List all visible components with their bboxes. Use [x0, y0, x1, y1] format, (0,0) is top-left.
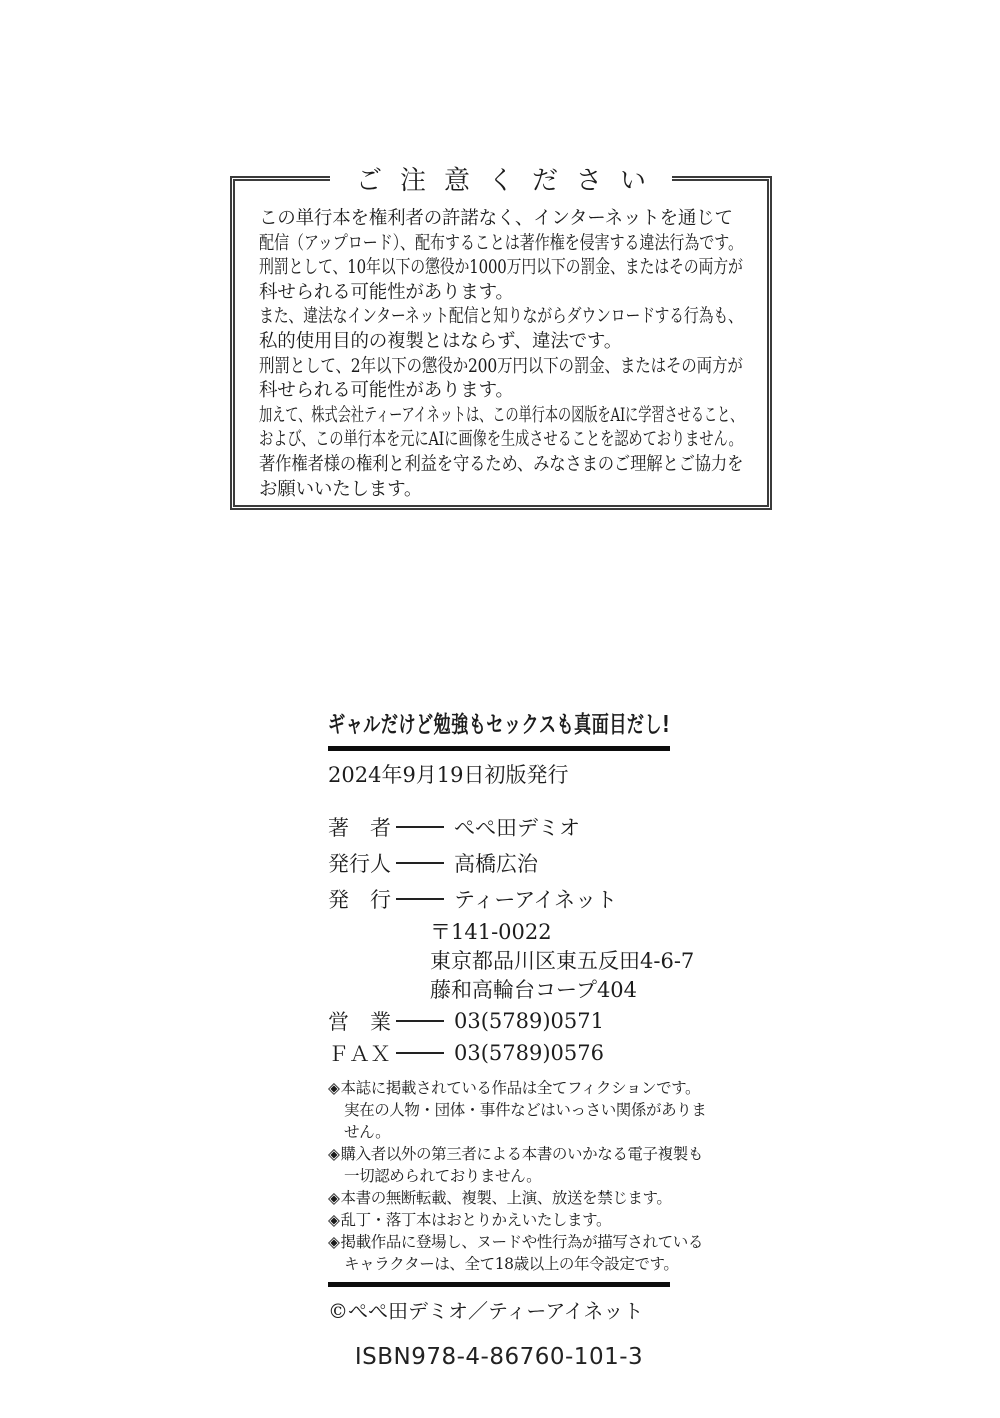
- notice-body: [235, 181, 767, 502]
- notice-line: また、違法なインターネット配信と知りながらダウンロードする行為も、: [259, 306, 743, 328]
- contact-row-sales: [328, 1005, 670, 1037]
- contacts-list: [328, 1005, 670, 1069]
- credit-value: 高橋広治: [454, 852, 538, 876]
- dash-line: [396, 1020, 444, 1022]
- note-text: 掲載作品に登場し、ヌードや性行為が描写されているキャラクターは、全て18歳以上の年令設定です。: [340, 1233, 703, 1273]
- contact-label: 営 業: [328, 1010, 391, 1034]
- notice-line: 刑罰として、10年以下の懲役か1000万円以下の罰金、またはその両方が: [259, 257, 743, 279]
- credit-row-publisher-person: [328, 845, 670, 881]
- credits-list: [328, 809, 670, 917]
- notice-line: 刑罰として、2年以下の懲役か200万円以下の罰金、またはその両方が: [259, 355, 743, 377]
- copyright-notice-box: [230, 166, 772, 510]
- credit-value: ぺぺ田デミオ: [454, 816, 580, 840]
- address-line: 東京都品川区東五反田4-6-7: [430, 949, 695, 973]
- colophon-block: [328, 706, 707, 1370]
- note-text: 購入者以外の第三者による本書のいかなる電子複製も一切認められておりません。: [340, 1145, 703, 1185]
- contact-value: 03(5789)0576: [454, 1041, 604, 1065]
- postal-code: 〒141-0022: [430, 920, 552, 944]
- legal-note: [328, 1231, 710, 1275]
- legal-notes: [328, 1077, 710, 1275]
- credit-value: ティーアイネット: [454, 888, 618, 912]
- contact-value: 03(5789)0571: [454, 1009, 604, 1033]
- copyright-line: ©ぺぺ田デミオ／ティーアイネット: [328, 1299, 644, 1323]
- publisher-address: [430, 918, 695, 1005]
- book-title: ギャルだけど勉強もセックスも真面目だし!: [328, 712, 671, 738]
- notice-line: 科せられる可能性があります。: [259, 380, 514, 402]
- dash-line: [396, 862, 444, 864]
- credit-label: 著 者: [328, 816, 391, 840]
- edition-date: 2024年9月19日初版発行: [328, 763, 569, 787]
- credit-label: 発 行: [328, 888, 391, 912]
- dash-line: [396, 826, 444, 828]
- legal-note: [328, 1077, 710, 1143]
- isbn-number: ISBN978-4-86760-101-3: [354, 1344, 644, 1370]
- legal-note: [328, 1187, 710, 1209]
- legal-note: [328, 1143, 710, 1187]
- notice-line: この単行本を権利者の許諾なく、インターネットを通じて: [259, 208, 733, 229]
- credit-row-publisher: [328, 881, 670, 917]
- notice-line: 科せられる可能性があります。: [259, 281, 514, 303]
- divider-rule-top: [328, 746, 670, 751]
- diamond-marker-icon: ◈: [328, 1145, 340, 1163]
- credit-row-author: [328, 809, 670, 845]
- note-text: 乱丁・落丁本はおとりかえいたします。: [340, 1211, 612, 1229]
- divider-rule-bottom: [328, 1282, 670, 1287]
- notice-line: 私的使用目的の複製とはならず、違法です。: [259, 330, 623, 352]
- legal-note: [328, 1209, 710, 1231]
- diamond-marker-icon: ◈: [328, 1211, 340, 1229]
- contact-label: ＦＡＸ: [328, 1042, 391, 1066]
- notice-line: 著作権者様の権利と利益を守るため、みなさまのご理解とご協力を: [259, 453, 744, 475]
- note-text: 本書の無断転載、複製、上演、放送を禁じます。: [340, 1189, 672, 1207]
- notice-line: および、この単行本を元にAIに画像を生成させることを認めておりません。: [259, 429, 743, 451]
- dash-line: [396, 1052, 444, 1054]
- diamond-marker-icon: ◈: [328, 1189, 340, 1207]
- contact-row-fax: [328, 1037, 670, 1069]
- notice-title: ご注意ください: [330, 164, 672, 198]
- dash-line: [396, 898, 444, 900]
- notice-line: 配信（アップロード）、配布することは著作権を侵害する違法行為です。: [259, 232, 743, 254]
- diamond-marker-icon: ◈: [328, 1079, 340, 1097]
- note-text: 本誌に掲載されている作品は全てフィクションです。実在の人物・団体・事件などはいっさい関係がありません。: [340, 1079, 707, 1141]
- credit-label: 発行人: [328, 852, 391, 876]
- notice-line: お願いいたします。: [259, 478, 423, 500]
- notice-line: 加えて、株式会社ティーアイネットは、この単行本の図版をAIに学習させること、: [259, 404, 744, 426]
- address-line: 藤和高輪台コープ404: [430, 978, 638, 1002]
- diamond-marker-icon: ◈: [328, 1233, 340, 1251]
